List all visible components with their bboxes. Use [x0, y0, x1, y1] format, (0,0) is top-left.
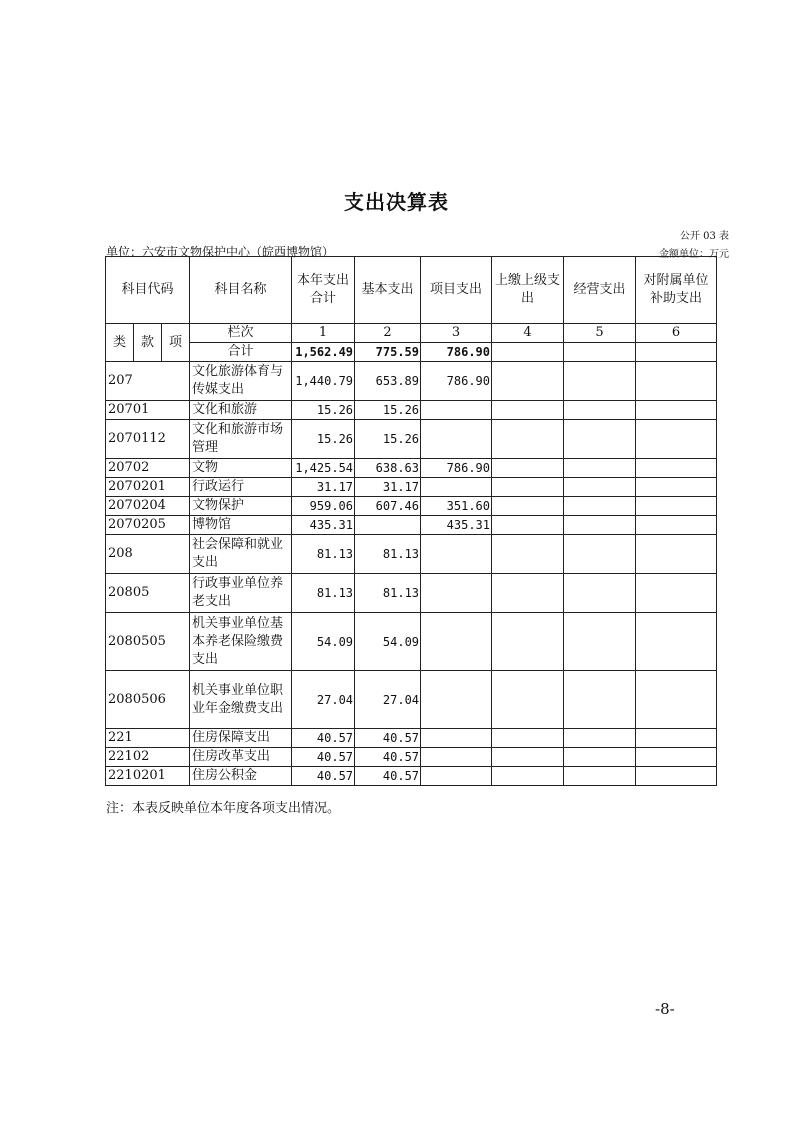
- row-col4: [492, 478, 564, 497]
- row-col1: 81.13: [292, 535, 355, 574]
- header-lei: 类: [106, 324, 134, 362]
- row-col6: [636, 613, 717, 671]
- table-note: 注：本表反映单位本年度各项支出情况。: [106, 801, 341, 816]
- table-row: [106, 420, 717, 459]
- row-name: 文物保护: [190, 497, 292, 516]
- row-col4: [492, 362, 564, 401]
- row-col4: [492, 535, 564, 574]
- row-col4: [492, 420, 564, 459]
- table-row: [106, 362, 717, 401]
- header-row: [106, 257, 717, 324]
- table-row: [106, 516, 717, 535]
- row-col6: [636, 478, 717, 497]
- table-row: [106, 401, 717, 420]
- row-col1: 1,425.54: [292, 459, 355, 478]
- row-col4: [492, 613, 564, 671]
- row-col4: [492, 767, 564, 786]
- row-col1: 27.04: [292, 671, 355, 729]
- row-col6: [636, 535, 717, 574]
- row-col5: [564, 516, 636, 535]
- row-col5: [564, 613, 636, 671]
- column-number: 4: [492, 324, 564, 343]
- row-col2: [355, 516, 421, 535]
- row-code: 20805: [106, 574, 190, 613]
- row-col1: 15.26: [292, 420, 355, 459]
- row-col3: 786.90: [421, 362, 492, 401]
- row-col2: 27.04: [355, 671, 421, 729]
- row-col3: 435.31: [421, 516, 492, 535]
- row-col3: [421, 671, 492, 729]
- row-col1: 959.06: [292, 497, 355, 516]
- total-col1: 1,562.49: [292, 343, 355, 362]
- row-name: 住房改革支出: [190, 748, 292, 767]
- row-col4: [492, 459, 564, 478]
- total-col4: [492, 343, 564, 362]
- row-col6: [636, 729, 717, 748]
- row-col3: 351.60: [421, 497, 492, 516]
- header-name: 科目名称: [190, 257, 292, 324]
- column-number: 2: [355, 324, 421, 343]
- total-row: [106, 343, 717, 362]
- row-col1: 40.57: [292, 767, 355, 786]
- row-col5: [564, 478, 636, 497]
- reporting-unit: 单位：六安市文物保护中心（皖西博物馆）: [106, 245, 335, 259]
- form-number: 公开 03 表: [679, 231, 729, 242]
- header-project-expenditure: 项目支出: [421, 257, 492, 324]
- row-col3: [421, 401, 492, 420]
- row-col6: [636, 497, 717, 516]
- table-row: [106, 729, 717, 748]
- row-code: 2070112: [106, 420, 190, 459]
- row-col4: [492, 401, 564, 420]
- header-total-expenditure: 本年支出合计: [292, 257, 355, 324]
- row-col3: [421, 420, 492, 459]
- row-code: 221: [106, 729, 190, 748]
- column-number: 3: [421, 324, 492, 343]
- row-col5: [564, 362, 636, 401]
- row-col1: 1,440.79: [292, 362, 355, 401]
- row-code: 2080505: [106, 613, 190, 671]
- row-col2: 607.46: [355, 497, 421, 516]
- row-name: 住房保障支出: [190, 729, 292, 748]
- row-col2: 40.57: [355, 767, 421, 786]
- row-name: 文化和旅游: [190, 401, 292, 420]
- row-col2: 31.17: [355, 478, 421, 497]
- row-col5: [564, 401, 636, 420]
- row-col6: [636, 516, 717, 535]
- row-name: 机关事业单位职业年金缴费支出: [190, 671, 292, 729]
- column-number: 6: [636, 324, 717, 343]
- row-col4: [492, 574, 564, 613]
- row-col1: 15.26: [292, 401, 355, 420]
- row-name: 住房公积金: [190, 767, 292, 786]
- page-number: -8-: [655, 1000, 675, 1018]
- row-col1: 40.57: [292, 729, 355, 748]
- row-col5: [564, 767, 636, 786]
- row-col2: 40.57: [355, 748, 421, 767]
- row-col5: [564, 748, 636, 767]
- table-row: [106, 497, 717, 516]
- row-col6: [636, 362, 717, 401]
- row-col3: [421, 535, 492, 574]
- header-remit-upper: 上缴上级支出: [492, 257, 564, 324]
- row-col6: [636, 748, 717, 767]
- table-row: [106, 535, 717, 574]
- header-kuan: 款: [134, 324, 162, 362]
- row-col6: [636, 671, 717, 729]
- row-code: 20702: [106, 459, 190, 478]
- total-col3: 786.90: [421, 343, 492, 362]
- expenditure-table: [105, 256, 717, 786]
- row-name: 社会保障和就业支出: [190, 535, 292, 574]
- row-name: 文物: [190, 459, 292, 478]
- row-code: 2070201: [106, 478, 190, 497]
- row-code: 22102: [106, 748, 190, 767]
- row-col1: 81.13: [292, 574, 355, 613]
- row-col1: 31.17: [292, 478, 355, 497]
- row-col1: 40.57: [292, 748, 355, 767]
- row-code: 2070204: [106, 497, 190, 516]
- table-row: [106, 671, 717, 729]
- total-label: 合计: [190, 343, 292, 362]
- header-subsidiary-subsidy: 对附属单位补助支出: [636, 257, 717, 324]
- header-code: 科目代码: [106, 257, 190, 324]
- row-col5: [564, 671, 636, 729]
- row-name: 行政事业单位养老支出: [190, 574, 292, 613]
- row-code: 2210201: [106, 767, 190, 786]
- header-xiang: 项: [162, 324, 190, 362]
- row-col3: 786.90: [421, 459, 492, 478]
- row-col5: [564, 574, 636, 613]
- row-name: 博物馆: [190, 516, 292, 535]
- table-row: [106, 613, 717, 671]
- table-row: [106, 459, 717, 478]
- header-operating-expenditure: 经营支出: [564, 257, 636, 324]
- row-col2: 81.13: [355, 574, 421, 613]
- row-col5: [564, 535, 636, 574]
- row-col3: [421, 767, 492, 786]
- row-col6: [636, 459, 717, 478]
- table-row: [106, 748, 717, 767]
- row-code: 2070205: [106, 516, 190, 535]
- column-number: 5: [564, 324, 636, 343]
- page-title: 支出决算表: [344, 190, 449, 214]
- row-code: 2080506: [106, 671, 190, 729]
- row-col2: 40.57: [355, 729, 421, 748]
- money-unit: 金额单位：万元: [659, 249, 729, 260]
- row-col1: 435.31: [292, 516, 355, 535]
- row-col4: [492, 729, 564, 748]
- row-col2: 54.09: [355, 613, 421, 671]
- row-col2: 638.63: [355, 459, 421, 478]
- row-col2: 81.13: [355, 535, 421, 574]
- row-col6: [636, 401, 717, 420]
- header-lanci: 栏次: [190, 324, 292, 343]
- row-col4: [492, 748, 564, 767]
- column-number: 1: [292, 324, 355, 343]
- row-col5: [564, 459, 636, 478]
- row-col4: [492, 497, 564, 516]
- row-code: 207: [106, 362, 190, 401]
- row-col6: [636, 574, 717, 613]
- row-col3: [421, 729, 492, 748]
- row-col4: [492, 516, 564, 535]
- row-col2: 15.26: [355, 401, 421, 420]
- header-basic-expenditure: 基本支出: [355, 257, 421, 324]
- table-row: [106, 767, 717, 786]
- table-row: [106, 574, 717, 613]
- row-col4: [492, 671, 564, 729]
- total-col2: 775.59: [355, 343, 421, 362]
- total-col5: [564, 343, 636, 362]
- row-code: 20701: [106, 401, 190, 420]
- row-name: 文化和旅游市场管理: [190, 420, 292, 459]
- table-row: [106, 478, 717, 497]
- row-col6: [636, 767, 717, 786]
- total-col6: [636, 343, 717, 362]
- row-col5: [564, 729, 636, 748]
- row-col3: [421, 748, 492, 767]
- row-col3: [421, 478, 492, 497]
- row-col3: [421, 574, 492, 613]
- row-name: 文化旅游体育与传媒支出: [190, 362, 292, 401]
- row-col5: [564, 497, 636, 516]
- row-name: 机关事业单位基本养老保险缴费支出: [190, 613, 292, 671]
- row-col1: 54.09: [292, 613, 355, 671]
- row-col5: [564, 420, 636, 459]
- row-col2: 15.26: [355, 420, 421, 459]
- row-code: 208: [106, 535, 190, 574]
- row-name: 行政运行: [190, 478, 292, 497]
- row-col3: [421, 613, 492, 671]
- column-number-row: [106, 324, 717, 343]
- row-col6: [636, 420, 717, 459]
- row-col2: 653.89: [355, 362, 421, 401]
